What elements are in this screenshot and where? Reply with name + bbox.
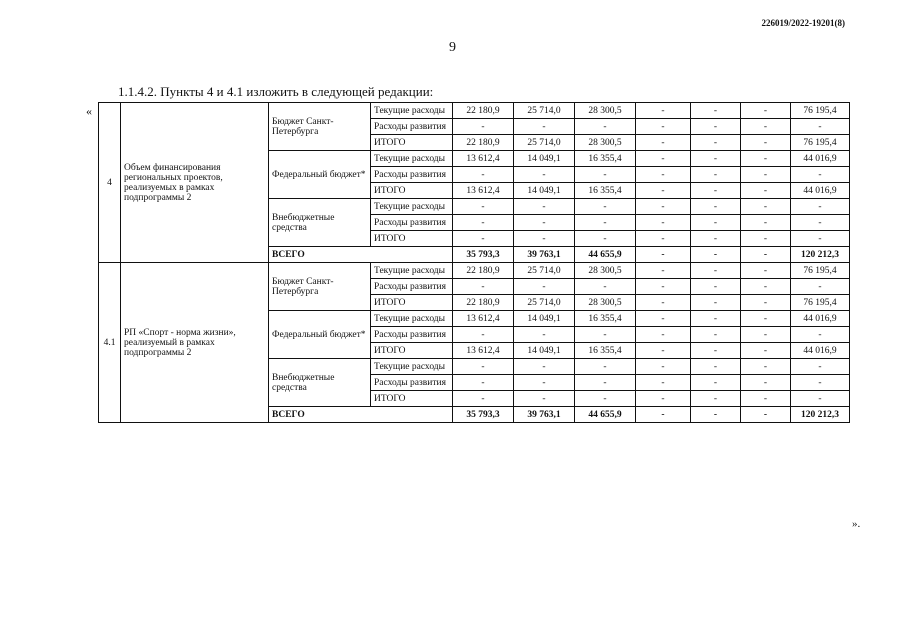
value-cell: - xyxy=(636,135,691,151)
value-cell: - xyxy=(691,135,741,151)
value-cell: - xyxy=(791,231,850,247)
total-value: - xyxy=(691,247,741,263)
value-cell: - xyxy=(636,263,691,279)
value-cell: 28 300,5 xyxy=(575,263,636,279)
value-cell: 14 049,1 xyxy=(514,343,575,359)
value-cell: - xyxy=(636,279,691,295)
value-cell: - xyxy=(691,279,741,295)
document-number: 226019/2022-19201(8) xyxy=(761,18,845,28)
value-cell: - xyxy=(636,103,691,119)
value-cell: - xyxy=(514,215,575,231)
value-cell: 22 180,9 xyxy=(453,135,514,151)
row-name: Объем финансирования региональных проектов, реализуемых в рамках подпрограммы 2 xyxy=(121,103,269,263)
value-cell: 16 355,4 xyxy=(575,343,636,359)
value-cell: - xyxy=(453,199,514,215)
budget-spb-label: Бюджет Санкт-Петербурга xyxy=(269,103,371,151)
value-cell: - xyxy=(575,327,636,343)
value-cell: 22 180,9 xyxy=(453,103,514,119)
value-cell: - xyxy=(691,375,741,391)
expense-type: Текущие расходы xyxy=(371,359,453,375)
value-cell: - xyxy=(741,231,791,247)
value-cell: 13 612,4 xyxy=(453,311,514,327)
value-cell: - xyxy=(636,151,691,167)
value-cell: - xyxy=(575,119,636,135)
value-cell: 22 180,9 xyxy=(453,263,514,279)
value-cell: - xyxy=(741,135,791,151)
value-cell: - xyxy=(691,327,741,343)
row-index: 4 xyxy=(99,103,121,263)
value-cell: 28 300,5 xyxy=(575,295,636,311)
expense-type: ИТОГО xyxy=(371,231,453,247)
value-cell: - xyxy=(741,263,791,279)
value-cell: 25 714,0 xyxy=(514,295,575,311)
value-cell: - xyxy=(691,343,741,359)
value-cell: - xyxy=(575,375,636,391)
value-cell: - xyxy=(741,279,791,295)
value-cell: - xyxy=(514,167,575,183)
value-cell: - xyxy=(691,183,741,199)
value-cell: 28 300,5 xyxy=(575,135,636,151)
budget-federal-label: Федеральный бюджет* xyxy=(269,311,371,359)
value-cell: - xyxy=(636,327,691,343)
value-cell: - xyxy=(514,119,575,135)
value-cell: - xyxy=(741,295,791,311)
value-cell: - xyxy=(636,311,691,327)
value-cell: - xyxy=(636,199,691,215)
value-cell: - xyxy=(636,295,691,311)
value-cell: - xyxy=(741,311,791,327)
row-name: РП «Спорт - норма жизни», реализуемый в рамках подпрограммы 2 xyxy=(121,263,269,423)
expense-type: Текущие расходы xyxy=(371,199,453,215)
expense-type: Текущие расходы xyxy=(371,311,453,327)
value-cell: - xyxy=(636,343,691,359)
value-cell: 76 195,4 xyxy=(791,263,850,279)
value-cell: - xyxy=(741,119,791,135)
total-value: 44 655,9 xyxy=(575,247,636,263)
total-value: 120 212,3 xyxy=(791,247,850,263)
value-cell: - xyxy=(741,375,791,391)
value-cell: 13 612,4 xyxy=(453,151,514,167)
value-cell: 13 612,4 xyxy=(453,183,514,199)
total-label: ВСЕГО xyxy=(269,247,453,263)
value-cell: - xyxy=(691,199,741,215)
budget-federal-label: Федеральный бюджет* xyxy=(269,151,371,199)
expense-type: ИТОГО xyxy=(371,135,453,151)
value-cell: - xyxy=(636,359,691,375)
total-value: 35 793,3 xyxy=(453,247,514,263)
value-cell: - xyxy=(741,151,791,167)
value-cell: - xyxy=(691,103,741,119)
total-value: - xyxy=(636,407,691,423)
budget-extra-label: Внебюджетные средства xyxy=(269,359,371,407)
value-cell: - xyxy=(691,231,741,247)
value-cell: - xyxy=(514,359,575,375)
value-cell: - xyxy=(453,119,514,135)
total-value: 39 763,1 xyxy=(514,407,575,423)
value-cell: - xyxy=(514,199,575,215)
total-value: - xyxy=(741,247,791,263)
value-cell: - xyxy=(453,327,514,343)
total-value: - xyxy=(741,407,791,423)
value-cell: - xyxy=(691,215,741,231)
expense-type: ИТОГО xyxy=(371,391,453,407)
quote-close: ». xyxy=(852,518,861,530)
value-cell: 25 714,0 xyxy=(514,135,575,151)
expense-type: ИТОГО xyxy=(371,295,453,311)
row-index: 4.1 xyxy=(99,263,121,423)
value-cell: - xyxy=(636,391,691,407)
value-cell: - xyxy=(575,215,636,231)
value-cell: - xyxy=(691,311,741,327)
page-number: 9 xyxy=(449,40,456,55)
value-cell: 44 016,9 xyxy=(791,343,850,359)
expense-type: ИТОГО xyxy=(371,343,453,359)
value-cell: - xyxy=(636,231,691,247)
value-cell: 28 300,5 xyxy=(575,103,636,119)
value-cell: - xyxy=(741,199,791,215)
value-cell: 44 016,9 xyxy=(791,151,850,167)
total-value: 120 212,3 xyxy=(791,407,850,423)
value-cell: - xyxy=(691,151,741,167)
value-cell: 22 180,9 xyxy=(453,295,514,311)
value-cell: - xyxy=(575,391,636,407)
value-cell: 44 016,9 xyxy=(791,311,850,327)
total-value: 39 763,1 xyxy=(514,247,575,263)
value-cell: 76 195,4 xyxy=(791,295,850,311)
value-cell: - xyxy=(453,215,514,231)
budget-extra-label: Внебюджетные средства xyxy=(269,199,371,247)
value-cell: - xyxy=(636,375,691,391)
value-cell: - xyxy=(453,359,514,375)
expense-type: Расходы развития xyxy=(371,375,453,391)
value-cell: - xyxy=(453,279,514,295)
expense-type: Текущие расходы xyxy=(371,151,453,167)
value-cell: 25 714,0 xyxy=(514,263,575,279)
total-value: 35 793,3 xyxy=(453,407,514,423)
value-cell: - xyxy=(691,167,741,183)
value-cell: - xyxy=(741,183,791,199)
value-cell: - xyxy=(691,391,741,407)
expense-type: Расходы развития xyxy=(371,215,453,231)
value-cell: - xyxy=(636,119,691,135)
value-cell: - xyxy=(791,359,850,375)
expense-type: Текущие расходы xyxy=(371,263,453,279)
value-cell: - xyxy=(791,375,850,391)
value-cell: - xyxy=(575,199,636,215)
value-cell: - xyxy=(791,215,850,231)
value-cell: 16 355,4 xyxy=(575,183,636,199)
value-cell: - xyxy=(575,359,636,375)
total-value: 44 655,9 xyxy=(575,407,636,423)
value-cell: 76 195,4 xyxy=(791,103,850,119)
value-cell: - xyxy=(575,231,636,247)
expense-type: Расходы развития xyxy=(371,119,453,135)
value-cell: - xyxy=(741,359,791,375)
value-cell: - xyxy=(514,327,575,343)
value-cell: - xyxy=(741,391,791,407)
value-cell: - xyxy=(636,167,691,183)
value-cell: 14 049,1 xyxy=(514,151,575,167)
value-cell: 16 355,4 xyxy=(575,151,636,167)
section-heading: 1.1.4.2. Пункты 4 и 4.1 изложить в следующей редакции: xyxy=(118,84,434,99)
expense-type: Текущие расходы xyxy=(371,103,453,119)
value-cell: - xyxy=(741,215,791,231)
value-cell: 16 355,4 xyxy=(575,311,636,327)
value-cell: - xyxy=(514,375,575,391)
value-cell: 25 714,0 xyxy=(514,103,575,119)
value-cell: - xyxy=(741,167,791,183)
value-cell: - xyxy=(575,167,636,183)
budget-spb-label: Бюджет Санкт-Петербурга xyxy=(269,263,371,311)
value-cell: - xyxy=(791,167,850,183)
value-cell: - xyxy=(691,119,741,135)
value-cell: - xyxy=(453,375,514,391)
financing-table xyxy=(98,102,850,423)
expense-type: Расходы развития xyxy=(371,167,453,183)
value-cell: - xyxy=(575,279,636,295)
value-cell: - xyxy=(691,295,741,311)
quote-open: « xyxy=(86,104,92,118)
value-cell: - xyxy=(741,327,791,343)
expense-type: Расходы развития xyxy=(371,327,453,343)
table-row xyxy=(99,103,850,119)
value-cell: - xyxy=(791,119,850,135)
value-cell: 14 049,1 xyxy=(514,183,575,199)
value-cell: - xyxy=(691,359,741,375)
expense-type: Расходы развития xyxy=(371,279,453,295)
value-cell: - xyxy=(453,391,514,407)
value-cell: - xyxy=(791,327,850,343)
value-cell: - xyxy=(741,343,791,359)
value-cell: 76 195,4 xyxy=(791,135,850,151)
value-cell: 14 049,1 xyxy=(514,311,575,327)
value-cell: - xyxy=(791,199,850,215)
value-cell: - xyxy=(636,183,691,199)
total-value: - xyxy=(691,407,741,423)
value-cell: - xyxy=(791,279,850,295)
value-cell: - xyxy=(636,215,691,231)
value-cell: - xyxy=(453,231,514,247)
value-cell: - xyxy=(691,263,741,279)
value-cell: 13 612,4 xyxy=(453,343,514,359)
value-cell: - xyxy=(453,167,514,183)
expense-type: ИТОГО xyxy=(371,183,453,199)
value-cell: - xyxy=(514,231,575,247)
value-cell: - xyxy=(514,391,575,407)
table-row xyxy=(99,263,850,279)
total-value: - xyxy=(636,247,691,263)
value-cell: 44 016,9 xyxy=(791,183,850,199)
total-label: ВСЕГО xyxy=(269,407,453,423)
value-cell: - xyxy=(514,279,575,295)
value-cell: - xyxy=(791,391,850,407)
value-cell: - xyxy=(741,103,791,119)
